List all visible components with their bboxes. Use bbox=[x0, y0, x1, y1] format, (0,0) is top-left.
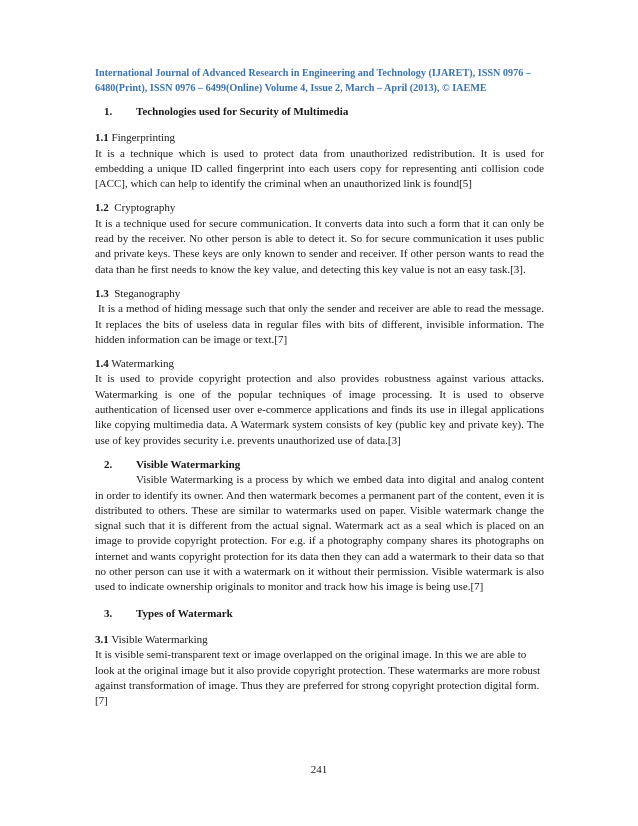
section-title: Types of Watermark bbox=[136, 607, 233, 620]
subsection-number: 1.4 bbox=[95, 358, 109, 371]
subsection-heading-1-2 bbox=[95, 201, 544, 216]
section-heading-2 bbox=[95, 458, 544, 473]
subsection-heading-1-3 bbox=[95, 287, 544, 302]
subsection-title: Watermarking bbox=[111, 358, 174, 371]
paragraph-visible-watermarking-type: It is visible semi-transparent text or image overlapped on the original image. In this we are able to look at the original image but it also provide copyright protection. These watermarks are more robust against transformation of image. Thus they are preferred for strong copyright protection digital form.[7] bbox=[95, 649, 541, 708]
subsection-title: Cryptography bbox=[114, 202, 176, 215]
section-number: 1. bbox=[104, 106, 113, 118]
journal-header-line-2: 6480(Print), ISSN 0976 – 6499(Online) Volume 4, Issue 2, March – April (2013), © IAEME bbox=[95, 82, 487, 94]
section-title: Visible Watermarking bbox=[136, 458, 241, 471]
section-title: Technologies used for Security of Multimedia bbox=[136, 106, 349, 118]
paragraph-cryptography: It is a technique used for secure communication. It converts data into such a form that it can only be read by the receiver. No other person is able to detect it. So for secure communication it uses public and private keys. These keys are only known to sender and receiver. If other person wants to read the data than he first needs to know the key value, and detecting this key value is not an easy task.[3]. bbox=[95, 217, 544, 276]
subsection-heading-1-4 bbox=[95, 357, 544, 372]
section-number: 2. bbox=[104, 458, 113, 471]
subsection-number: 1.1 bbox=[95, 132, 109, 145]
section-heading-1 bbox=[95, 105, 544, 120]
subsection-heading-3-1 bbox=[95, 633, 544, 648]
subsection-number: 1.3 bbox=[95, 287, 109, 300]
journal-header bbox=[95, 67, 545, 96]
page-number: 241 bbox=[310, 764, 328, 776]
paragraph-watermarking: It is used to provide copyright protection and also provides robustness against various attacks. Watermarking is one of the popular techniques of image processing. It is used to observe authentication of licensed user over e-commerce applications and finds its use in illegal applications like copying multimedia data. A Watermark system consists of key (public key and private key). The use of key provides security i.e. prevents unauthorized use of data.[3] bbox=[95, 373, 544, 447]
paragraph-steganography: It is a method of hiding message such that only the sender and receiver are able to read the message. It replaces the bits of useless data in regular files with bits of different, invisible information. The hidden information can be image or text.[7] bbox=[95, 303, 544, 346]
paragraph-fingerprinting: It is a technique which is used to protect data from unauthorized redistribution. It is used for embedding a unique ID called fingerprint into each users copy for representing anti collision code [ACC], which can help to identify the criminal when an unauthorized link is found[5] bbox=[95, 147, 544, 191]
section-number: 3. bbox=[104, 607, 113, 620]
subsection-heading-1-1 bbox=[95, 131, 544, 146]
section-heading-3 bbox=[95, 607, 544, 622]
subsection-number: 3.1 bbox=[95, 633, 109, 646]
subsection-title: Fingerprinting bbox=[111, 132, 176, 145]
main-content bbox=[95, 105, 544, 718]
subsection-title: Steganography bbox=[114, 287, 181, 300]
paragraph-visible-watermarking: Visible Watermarking is a process by which we embed data into digital and analog content in order to identify its owner. And then watermark becomes a permanent part of the content, even it is distributed to others. These are similar to watermarks used on paper. Visible watermark change the signal such that it is different from the actual signal. Watermark act as a seal which is placed on an image to provide copyright protection. For e.g. if a photography company shares its photographs on internet and wants copyright protection for its data then they can add a watermark to their data so that no other person can use it with a watermark on it without their permission. Visible watermark is also used to indicate ownership originals to monitor and track how his image is being use.[7] bbox=[95, 474, 544, 594]
subsection-number: 1.2 bbox=[95, 202, 109, 215]
journal-header-line-1: International Journal of Advanced Research in Engineering and Technology (IJARET), ISSN 0976 – bbox=[95, 68, 531, 79]
subsection-title: Visible Watermarking bbox=[111, 633, 208, 646]
